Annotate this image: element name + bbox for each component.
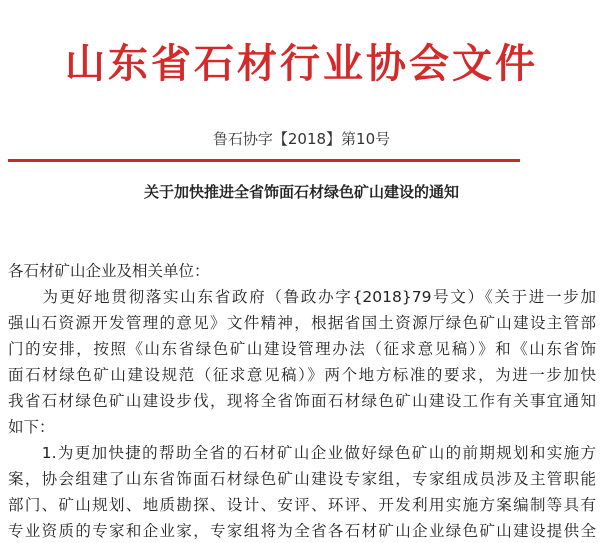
body-line: 1.为更加快捷的帮助全省的石材矿山企业做好绿色矿山的前期规划和实施方 [8, 444, 596, 462]
body-line: 门的安排，按照《山东省绿色矿山建设管理办法（征求意见稿）》和《山东省饰 [8, 340, 596, 358]
body-line: 强山石资源开发管理的意见》文件精神，根据省国土资源厅绿色矿山建设主管部 [8, 314, 596, 332]
document-header: 山东省石材行业协会文件 [65, 40, 538, 87]
body-line: 面石材绿色矿山建设规范（征求意见稿）》两个地方标准的要求，为进一步加快 [8, 366, 596, 384]
salutation: 各石材矿山企业及相关单位： [8, 262, 210, 280]
header-divider [8, 159, 520, 162]
body-line: 为更好地贯彻落实山东省政府（鲁政办字{2018}79号文）《关于进一步加 [8, 288, 596, 306]
body-line: 案，协会组建了山东省饰面石材绿色矿山建设专家组，专家组成员涉及主管职能 [8, 470, 596, 488]
document-title: 关于加快推进全省饰面石材绿色矿山建设的通知 [143, 183, 459, 201]
document-number: 鲁石协字【2018】第10号 [212, 130, 391, 148]
body-line: 部门、矿山规划、地质勘探、设计、安评、环评、开发利用实施方案编制等具有 [8, 496, 596, 514]
body-line: 专业资质的专家和企业家，专家组将为全省各石材矿山企业绿色矿山建设提供全 [8, 522, 596, 540]
body-line: 我省石材绿色矿山建设步伐，现将全省饰面石材绿色矿山建设工作有关事宜通知 [8, 392, 596, 410]
body-line: 如下： [8, 418, 55, 436]
